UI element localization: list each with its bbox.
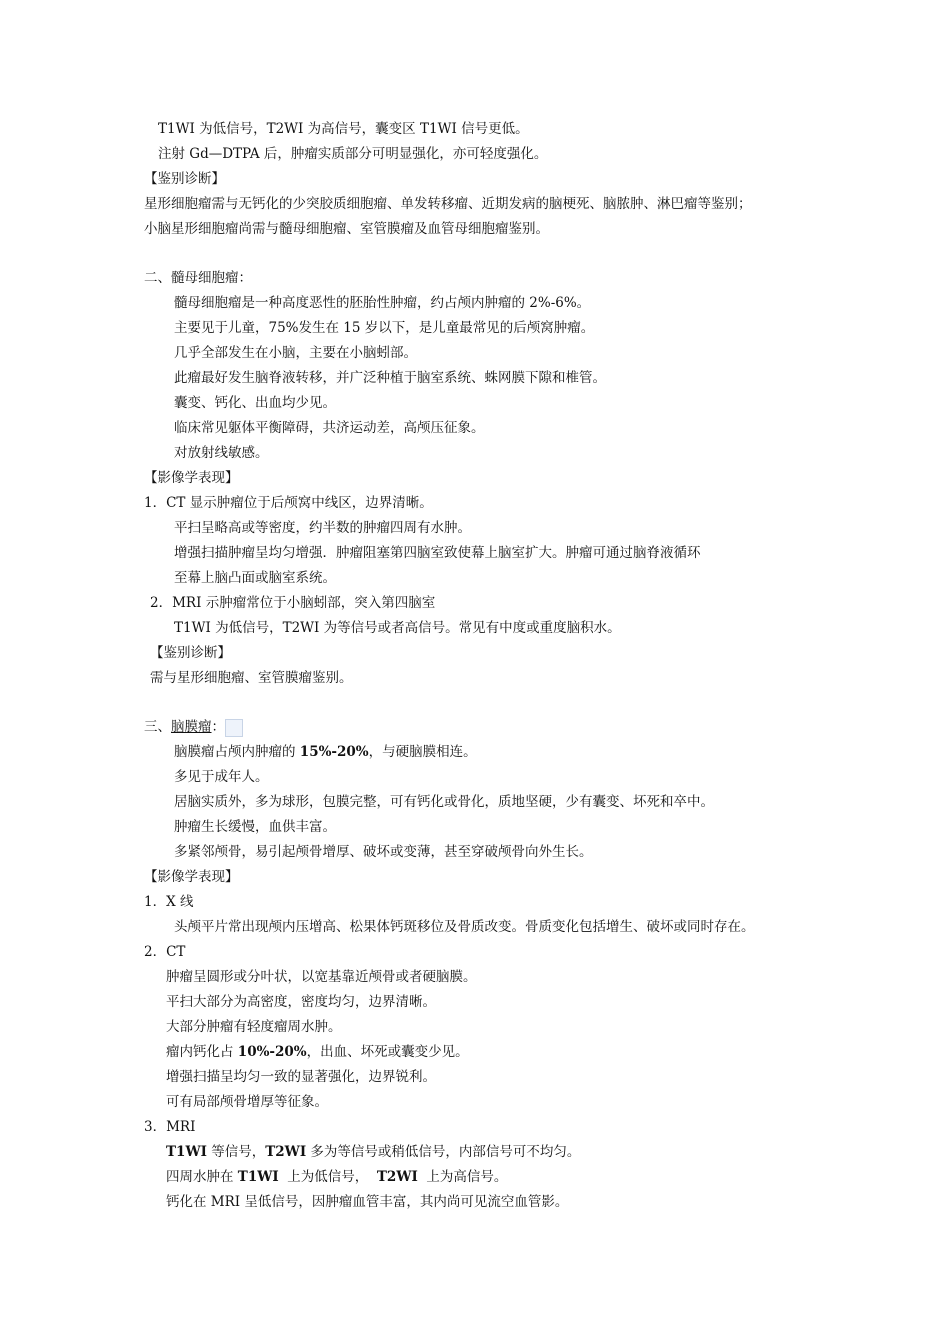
text-line: 注射 Gd—DTPA 后，肿瘤实质部分可明显强化，亦可轻度强化。 <box>158 146 548 162</box>
section-title <box>144 717 243 737</box>
text-line: 肿瘤生长缓慢，血供丰富。 <box>174 819 336 835</box>
text-line: 对放射线敏感。 <box>174 445 269 461</box>
text-line: 平扫呈略高或等密度，约半数的肿瘤四周有水肿。 <box>174 520 471 536</box>
text-segment: 等信号， <box>206 1144 266 1160</box>
list-item: 2．CT <box>144 944 186 960</box>
text-segment: 上为低信号， <box>278 1169 377 1185</box>
text-segment: ，与硬脑膜相连。 <box>368 744 477 760</box>
section-heading: 【鉴别诊断】 <box>150 645 231 661</box>
section-heading: 【鉴别诊断】 <box>144 171 225 187</box>
text-line: 头颅平片常出现颅内压增高、松果体钙斑移位及骨质改变。骨质变化包括增生、破坏或同时存在。 <box>174 919 755 935</box>
section-number: 三、 <box>144 719 171 735</box>
text-line <box>166 1042 469 1062</box>
text-line: 肿瘤呈圆形或分叶状，以宽基靠近颅骨或者硬脑膜。 <box>166 969 477 985</box>
text-segment: 脑膜瘤占颅内肿瘤的 <box>174 744 300 760</box>
text-line: 增强扫描呈均匀一致的显著强化，边界锐利。 <box>166 1069 436 1085</box>
text-line: 此瘤最好发生脑脊液转移，并广泛种植于脑室系统、蛛网膜下隙和椎管。 <box>174 370 606 386</box>
text-segment: 上为高信号。 <box>417 1169 508 1185</box>
section-title-link[interactable]: 脑膜瘤 <box>171 719 212 735</box>
text-line: T1WI 为低信号，T2WI 为高信号，囊变区 T1WI 信号更低。 <box>158 121 529 137</box>
text-segment: 多为等信号或稍低信号，内部信号可不均匀。 <box>306 1144 581 1160</box>
text-line: 至幕上脑凸面或脑室系统。 <box>174 570 336 586</box>
text-line: 增强扫描肿瘤呈均匀增强．肿瘤阻塞第四脑室致使幕上脑室扩大。肿瘤可通过脑脊液循环 <box>174 545 701 561</box>
bold-term: T1WI <box>166 1144 207 1160</box>
section-heading: 【影像学表现】 <box>144 869 239 885</box>
text-line: 需与星形细胞瘤、室管膜瘤鉴别。 <box>150 670 353 686</box>
bold-percentage: 10%-20% <box>237 1044 307 1060</box>
bold-term: T2WI <box>376 1169 418 1185</box>
text-cursor-marker <box>225 719 243 737</box>
bold-term: T2WI <box>265 1144 307 1160</box>
text-line: 主要见于儿童，75%发生在 15 岁以下，是儿童最常见的后颅窝肿瘤。 <box>174 320 595 336</box>
list-item: 2．MRI 示肿瘤常位于小脑蚓部，突入第四脑室 <box>150 595 436 611</box>
list-item: 1．CT 显示肿瘤位于后颅窝中线区，边界清晰。 <box>144 495 433 511</box>
text-line: 小脑星形细胞瘤尚需与髓母细胞瘤、室管膜瘤及血管母细胞瘤鉴别。 <box>144 221 549 237</box>
text-line <box>174 742 477 762</box>
bold-percentage: 15%-20% <box>299 744 369 760</box>
text-segment: 瘤内钙化占 <box>166 1044 238 1060</box>
list-item: 1．X 线 <box>144 894 194 910</box>
text-line: 临床常见躯体平衡障碍，共济运动差，高颅压征象。 <box>174 420 485 436</box>
text-line: 大部分肿瘤有轻度瘤周水肿。 <box>166 1019 342 1035</box>
text-line: 居脑实质外，多为球形，包膜完整，可有钙化或骨化，质地坚硬，少有囊变、坏死和卒中。 <box>174 794 714 810</box>
list-item: 3．MRI <box>144 1119 196 1135</box>
bold-term: T1WI <box>237 1169 279 1185</box>
text-line <box>166 1167 507 1187</box>
text-line: 几乎全部发生在小脑，主要在小脑蚓部。 <box>174 345 417 361</box>
text-line: 髓母细胞瘤是一种高度恶性的胚胎性肿瘤，约占颅内肿瘤的 2%-6%。 <box>174 295 591 311</box>
text-line <box>166 1142 580 1162</box>
text-line: 钙化在 MRI 呈低信号，因肿瘤血管丰富，其内尚可见流空血管影。 <box>166 1194 569 1210</box>
section-heading: 【影像学表现】 <box>144 470 239 486</box>
text-segment: 四周水肿在 <box>166 1169 238 1185</box>
text-segment: ，出血、坏死或囊变少见。 <box>306 1044 469 1060</box>
text-line: 星形细胞瘤需与无钙化的少突胶质细胞瘤、单发转移瘤、近期发病的脑梗死、脑脓肿、淋巴瘤等鉴别； <box>144 196 752 212</box>
text-line: 平扫大部分为高密度，密度均匀，边界清晰。 <box>166 994 436 1010</box>
text-line: 多紧邻颅骨，易引起颅骨增厚、破坏或变薄，甚至穿破颅骨向外生长。 <box>174 844 593 860</box>
section-colon: ： <box>211 719 225 735</box>
text-line: T1WI 为低信号，T2WI 为等信号或者高信号。常见有中度或重度脑积水。 <box>174 620 621 636</box>
text-line: 可有局部颅骨增厚等征象。 <box>166 1094 328 1110</box>
text-line: 囊变、钙化、出血均少见。 <box>174 395 336 411</box>
text-line: 多见于成年人。 <box>174 769 269 785</box>
section-title: 二、髓母细胞瘤： <box>144 270 252 286</box>
